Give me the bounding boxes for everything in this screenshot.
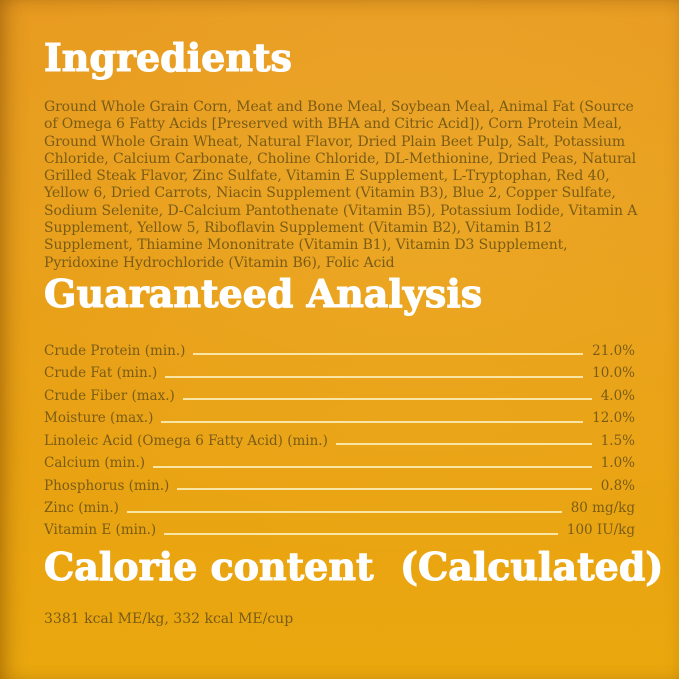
analysis-label: Crude Protein (min.) bbox=[44, 342, 186, 359]
analysis-row-zinc bbox=[44, 494, 635, 516]
analysis-value: 80 mg/kg bbox=[570, 499, 635, 516]
leader-line bbox=[336, 443, 592, 445]
leader-line bbox=[153, 466, 592, 468]
analysis-label: Calcium (min.) bbox=[44, 455, 145, 472]
analysis-row-linoleic-acid bbox=[44, 427, 635, 449]
analysis-label: Moisture (max.) bbox=[44, 410, 154, 427]
guaranteed-analysis-table bbox=[44, 337, 635, 539]
analysis-row-calcium bbox=[44, 449, 635, 471]
analysis-value: 0.8% bbox=[600, 477, 635, 494]
ingredients-heading: Ingredients bbox=[44, 35, 292, 80]
leader-line bbox=[127, 511, 562, 513]
analysis-value: 21.0% bbox=[592, 342, 635, 359]
analysis-row-moisture bbox=[44, 404, 635, 426]
guaranteed-analysis-heading: Guaranteed Analysis bbox=[44, 271, 483, 316]
analysis-label: Phosphorus (min.) bbox=[44, 477, 170, 494]
analysis-value: 4.0% bbox=[600, 387, 635, 404]
analysis-value: 1.5% bbox=[600, 432, 635, 449]
analysis-row-crude-fat bbox=[44, 359, 635, 381]
analysis-value: 1.0% bbox=[600, 455, 635, 472]
analysis-row-crude-fiber bbox=[44, 382, 635, 404]
ingredients-text: Ground Whole Grain Corn, Meat and Bone Meal, Soybean Meal, Animal Fat (Source of Omega 6 Fatty Acids [Preserved with BHA and Citric Acid]), Corn Protein Meal, Ground Whole Grain Wheat, Natural Flavor, Dried Plain Beet Pulp, Salt, Potassium Chloride, Calcium Carbonate, Choline Chloride, DL-Methionine, Dried Peas, Natural Grilled Steak Flavor, Zinc Sulfate, Vitamin E Supplement, L-Tryptophan, Red 40, Yellow 6, Dried Carrots, Niacin Supplement (Vitamin B3), Blue 2, Copper Sulfate, Sodium Selenite, D-Calcium Pantothenate (Vitamin B5), Potassium Iodide, Vitamin A Supplement, Yellow 5, Riboflavin Supplement (Vitamin B2), Vitamin B12 Supplement, Thiamine Mononitrate (Vitamin B1), Vitamin D3 Supplement, Pyridoxine Hydrochloride (Vitamin B6), Folic Acid bbox=[44, 99, 638, 271]
leader-line bbox=[193, 353, 583, 355]
analysis-label: Zinc (min.) bbox=[44, 499, 119, 516]
analysis-label: Vitamin E (min.) bbox=[44, 522, 157, 539]
calorie-content-heading: Calorie content (Calculated) bbox=[44, 544, 664, 589]
analysis-value: 100 IU/kg bbox=[566, 522, 635, 539]
leader-line bbox=[164, 533, 558, 535]
analysis-row-crude-protein bbox=[44, 337, 635, 359]
calorie-content-text: 3381 kcal ME/kg, 332 kcal ME/cup bbox=[44, 611, 294, 627]
leader-line bbox=[161, 421, 583, 423]
analysis-row-phosphorus bbox=[44, 472, 635, 494]
analysis-value: 12.0% bbox=[592, 410, 635, 427]
analysis-label: Crude Fiber (max.) bbox=[44, 387, 175, 404]
analysis-value: 10.0% bbox=[592, 365, 635, 382]
leader-line bbox=[177, 488, 591, 490]
leader-line bbox=[165, 376, 583, 378]
analysis-label: Linoleic Acid (Omega 6 Fatty Acid) (min.) bbox=[44, 432, 328, 449]
analysis-label: Crude Fat (min.) bbox=[44, 365, 158, 382]
analysis-row-vitamin-e bbox=[44, 517, 635, 539]
leader-line bbox=[183, 398, 592, 400]
